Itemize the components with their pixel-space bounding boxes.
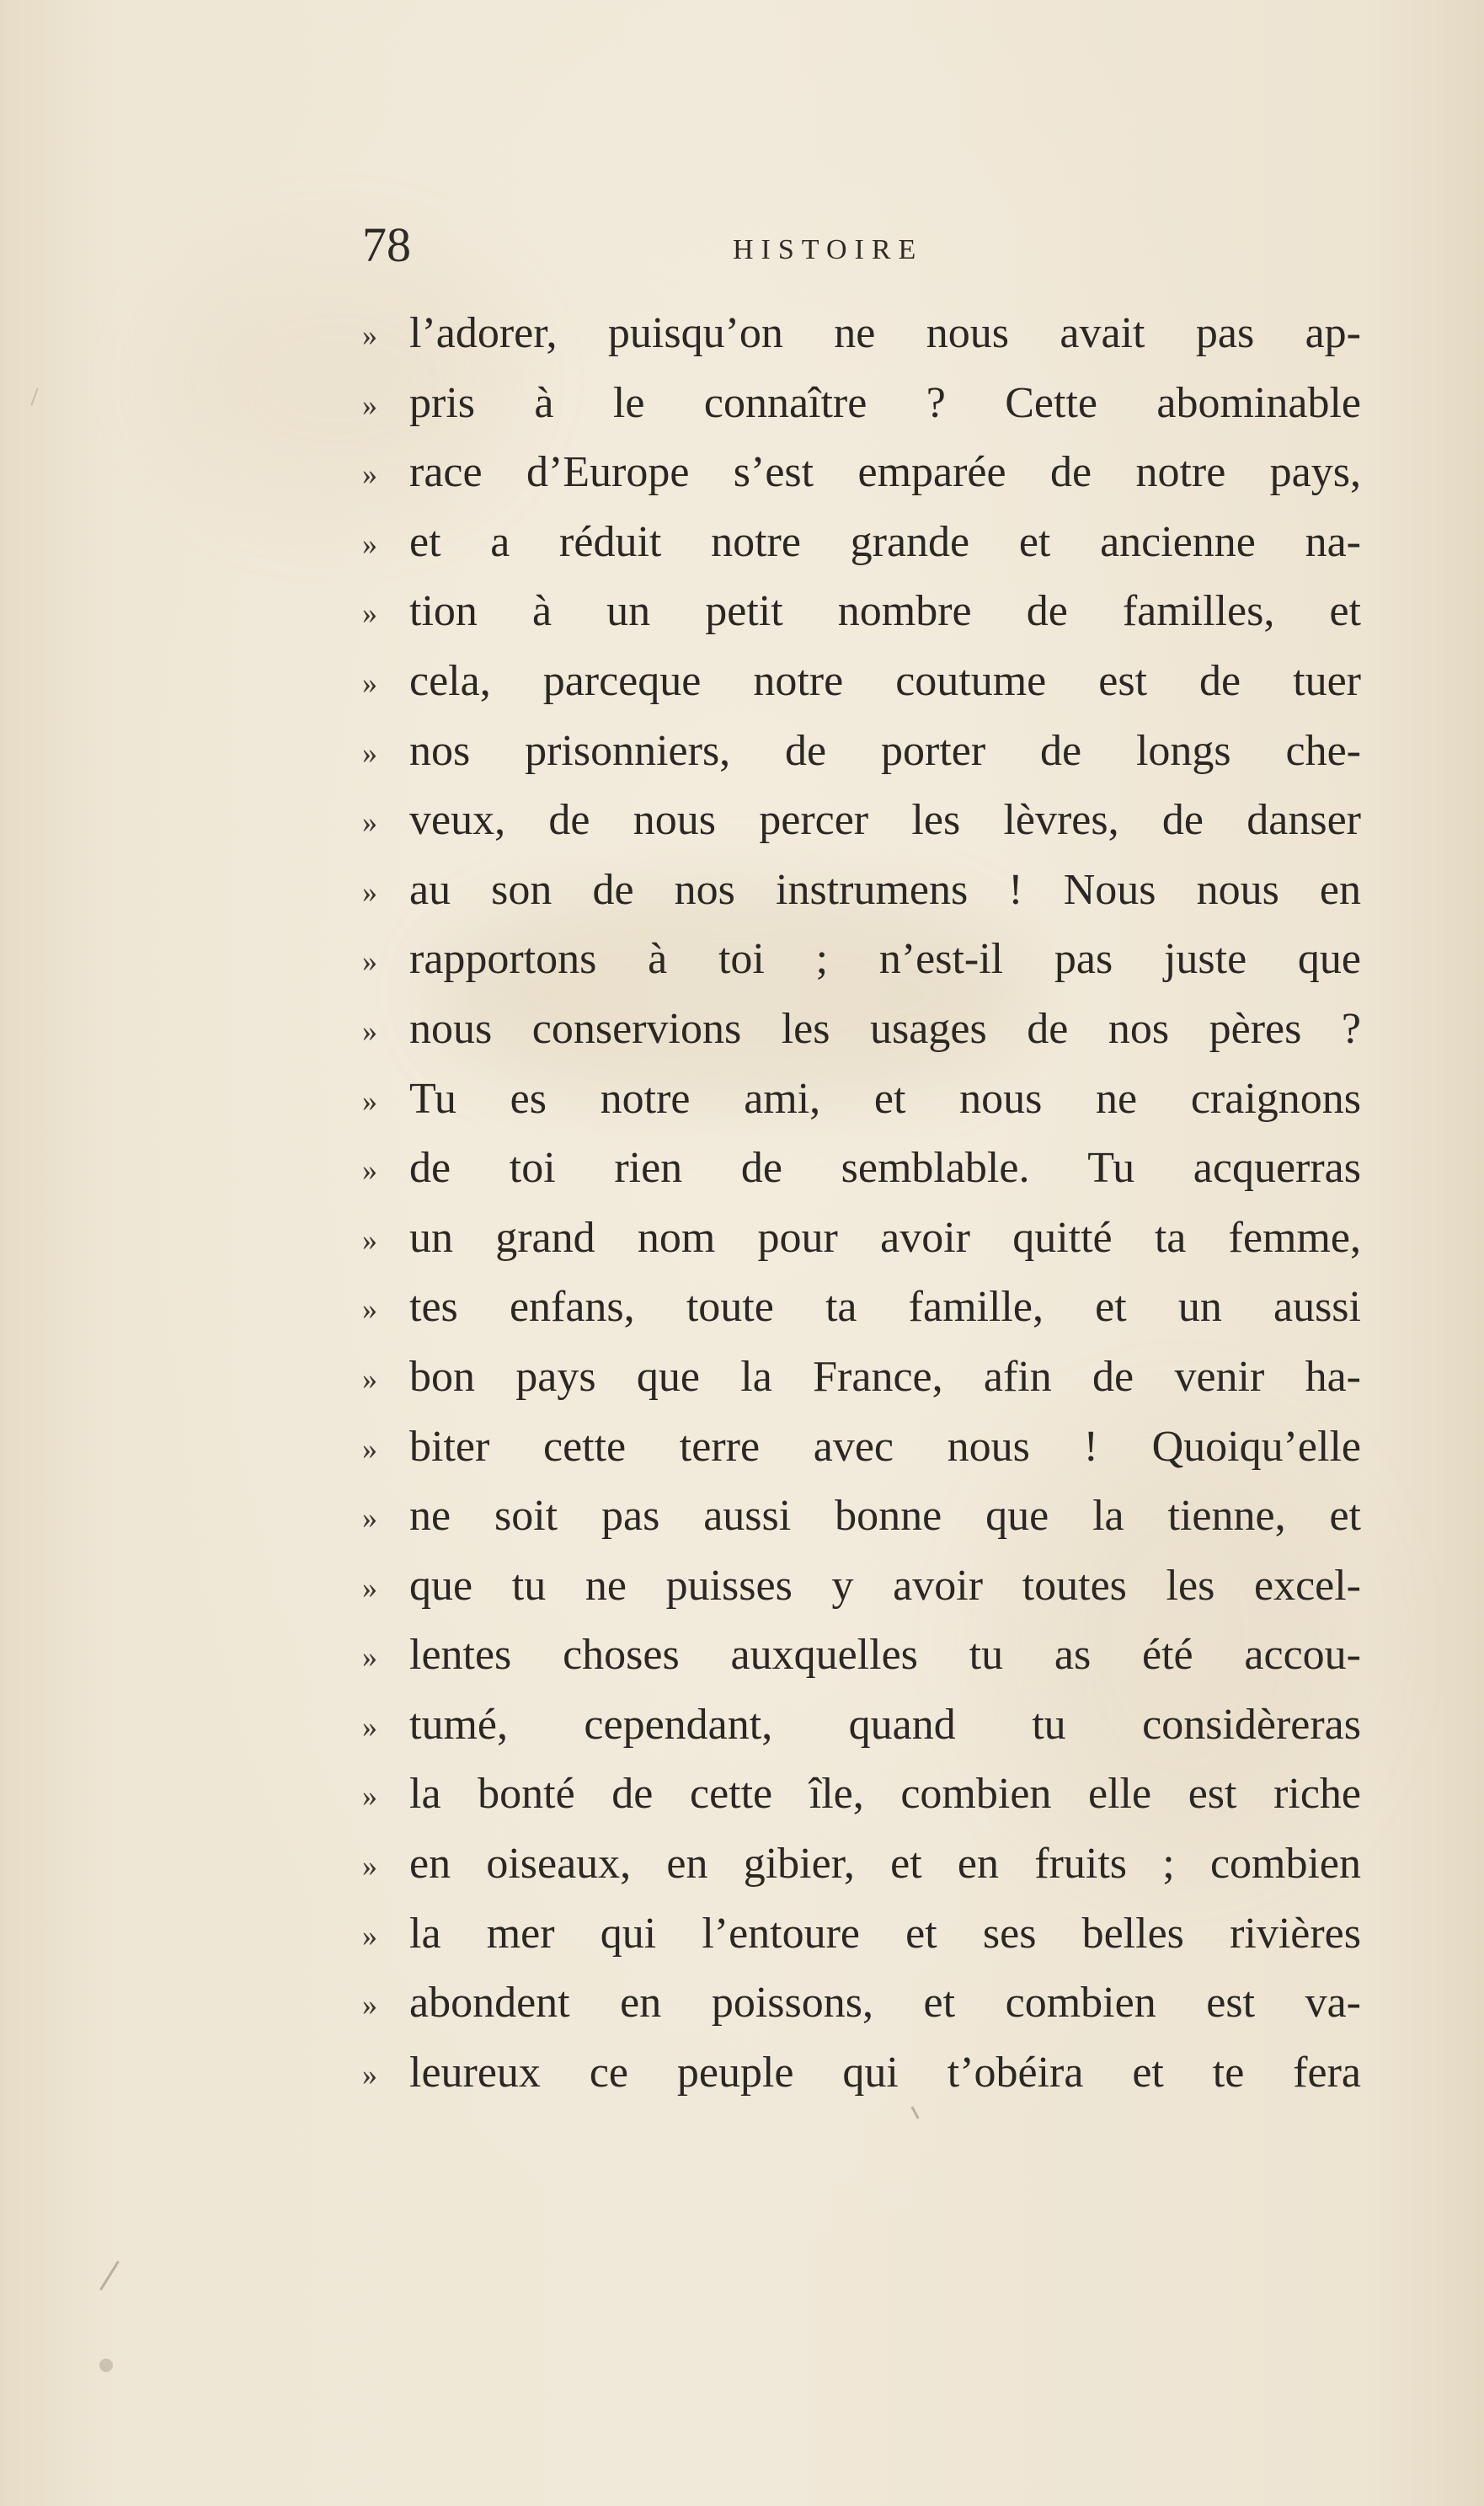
- line-text: tumé, cependant, quand tu considèreras: [409, 1700, 1361, 1749]
- line-text: race d’Europe s’est emparée de notre pays,: [409, 448, 1361, 497]
- line-text: ne soit pas aussi bonne que la tienne, et: [409, 1492, 1361, 1541]
- paper-mark: [30, 387, 38, 405]
- line-text: Tu es notre ami, et nous ne craignons: [409, 1074, 1361, 1123]
- text-line: [362, 717, 1364, 787]
- text-line: [362, 1969, 1364, 2038]
- text-line: [362, 647, 1364, 717]
- quote-marker: »: [362, 805, 377, 840]
- line-text: que tu ne puisses y avoir toutes les excel-: [409, 1561, 1361, 1610]
- quote-marker: »: [362, 1640, 377, 1675]
- paper-mark: [99, 2359, 113, 2372]
- text-line: [362, 1343, 1364, 1413]
- quote-marker: »: [362, 1431, 377, 1466]
- line-text: lentes choses auxquelles tu as été accou-: [409, 1631, 1361, 1680]
- text-line: [362, 1552, 1364, 1622]
- line-text: au son de nos instrumens ! Nous nous en: [409, 865, 1361, 914]
- quote-marker: »: [362, 1779, 377, 1814]
- quote-marker: »: [362, 1709, 377, 1744]
- quote-marker: »: [362, 1570, 377, 1605]
- text-line: [362, 1760, 1364, 1830]
- text-line: [362, 1621, 1364, 1691]
- text-line: [362, 1691, 1364, 1761]
- text-line: [362, 1273, 1364, 1343]
- line-text: abondent en poissons, et combien est va-: [409, 1979, 1361, 2028]
- paper-mark: [910, 2106, 919, 2119]
- quote-marker: »: [362, 1849, 377, 1884]
- text-line: [362, 508, 1364, 578]
- text-line: [362, 1413, 1364, 1483]
- quote-marker: »: [362, 874, 377, 909]
- line-text: cela, parceque notre coutume est de tuer: [409, 656, 1361, 705]
- line-text: la mer qui l’entoure et ses belles rivières: [409, 1909, 1361, 1958]
- text-line: [362, 1830, 1364, 1900]
- text-line: [362, 577, 1364, 647]
- line-text: tion à un petit nombre de familles, et: [409, 587, 1361, 636]
- line-text: tes enfans, toute ta famille, et un aussi: [409, 1283, 1361, 1332]
- quote-marker: »: [362, 665, 377, 700]
- quote-marker: »: [362, 1013, 377, 1048]
- quote-marker: »: [362, 1153, 377, 1188]
- quote-marker: »: [362, 1292, 377, 1327]
- text-line: [362, 995, 1364, 1065]
- line-text: pris à le connaître ? Cette abominable: [409, 378, 1361, 427]
- paper-mark: [99, 2261, 120, 2291]
- text-line: [362, 1134, 1364, 1204]
- line-text: la bonté de cette île, combien elle est riche: [409, 1770, 1361, 1819]
- text-line: [362, 925, 1364, 995]
- line-text: de toi rien de semblable. Tu acquerras: [409, 1144, 1361, 1193]
- text-line: [362, 1900, 1364, 1969]
- line-text: en oiseaux, en gibier, et en fruits ; combien: [409, 1840, 1361, 1889]
- line-text: veux, de nous percer les lèvres, de danser: [409, 796, 1361, 845]
- quote-marker: »: [362, 1501, 377, 1536]
- page-header: [362, 217, 1373, 288]
- quote-marker: »: [362, 526, 377, 561]
- quote-marker: »: [362, 1222, 377, 1257]
- line-text: bon pays que la France, afin de venir ha-: [409, 1352, 1361, 1401]
- quote-marker: »: [362, 2057, 377, 2092]
- line-text: nous conservions les usages de nos pères ?: [409, 1004, 1361, 1053]
- running-head: HISTOIRE: [733, 234, 924, 265]
- page-number: 78: [362, 217, 411, 272]
- text-line: [362, 369, 1364, 439]
- quote-marker: »: [362, 1361, 377, 1396]
- text-line: [362, 438, 1364, 508]
- text-line: [362, 2038, 1364, 2108]
- quote-marker: »: [362, 1918, 377, 1953]
- quote-marker: »: [362, 1083, 377, 1118]
- quote-marker: »: [362, 735, 377, 770]
- line-text: biter cette terre avec nous ! Quoiqu’elle: [409, 1422, 1361, 1471]
- text-line: [362, 1204, 1364, 1274]
- text-line: [362, 856, 1364, 926]
- text-line: [362, 1065, 1364, 1135]
- text-line: [362, 786, 1364, 856]
- quote-marker: »: [362, 318, 377, 352]
- quote-marker: »: [362, 596, 377, 631]
- quote-marker: »: [362, 457, 377, 492]
- quote-marker: »: [362, 944, 377, 979]
- quote-marker: »: [362, 1988, 377, 2022]
- line-text: l’adorer, puisqu’on ne nous avait pas ap-: [409, 309, 1361, 357]
- body-text: [362, 299, 1364, 2108]
- text-line: [362, 1482, 1364, 1552]
- line-text: rapportons à toi ; n’est-il pas juste que: [409, 935, 1361, 984]
- line-text: et a réduit notre grande et ancienne na-: [409, 517, 1361, 566]
- line-text: leureux ce peuple qui t’obéira et te fera: [409, 2048, 1361, 2097]
- line-text: nos prisonniers, de porter de longs che-: [409, 726, 1361, 775]
- text-line: [362, 299, 1364, 369]
- line-text: un grand nom pour avoir quitté ta femme,: [409, 1213, 1361, 1262]
- quote-marker: »: [362, 387, 377, 422]
